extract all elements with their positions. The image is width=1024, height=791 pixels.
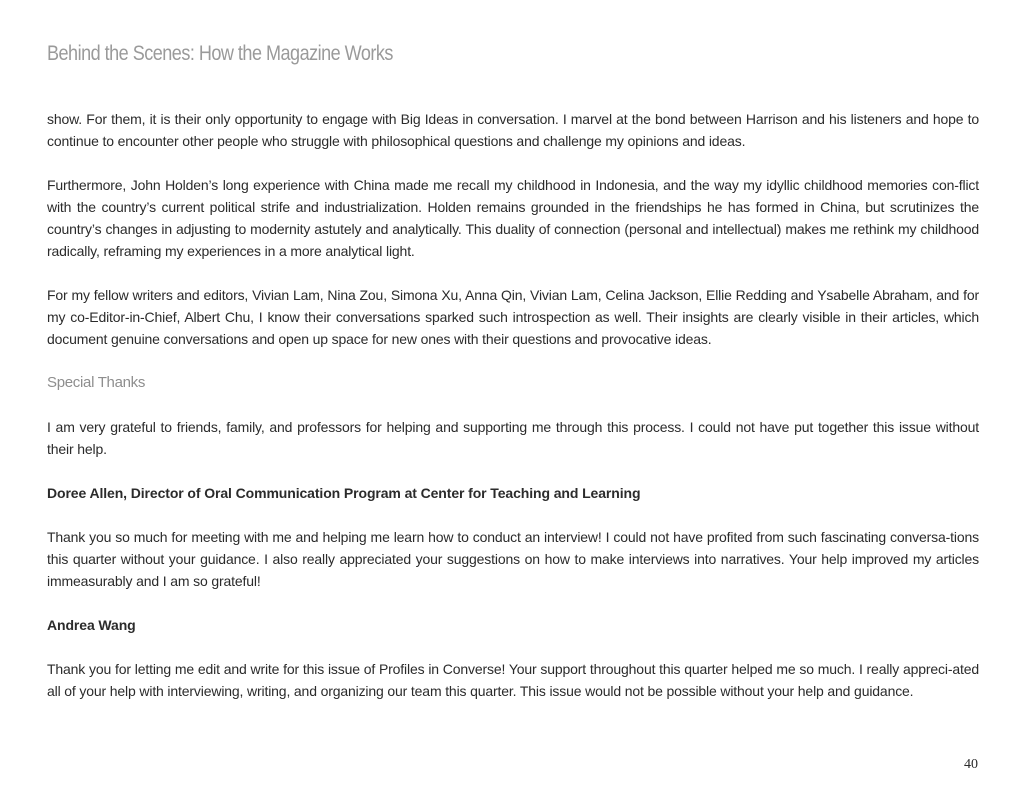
paragraph-spacer [47, 460, 979, 482]
paragraph-gratitude: I am very grateful to friends, family, and professors for helping and supporting me through this process. I could not have put together this issue without their help. [47, 419, 979, 457]
paragraph-spacer [47, 504, 979, 526]
paragraph-spacer [47, 262, 979, 284]
thanks-text-doree-allen: Thank you so much for meeting with me and helping me learn how to conduct an interview! I could not have profited from such fascinating conversa-tions this quarter without your guidance. I also really appreciated your suggestions on how to make interviews into narratives. Your help improved my articles immeasurably and I am so grateful! [47, 529, 979, 589]
thanks-name-doree-allen: Doree Allen, Director of Oral Communication Program at Center for Teaching and Learning [47, 485, 641, 501]
paragraph-listeners: show. For them, it is their only opportunity to engage with Big Ideas in conversation. I marvel at the bond between Harrison and his listeners and hope to continue to encounter other people who struggle with philosophical questions and challenge my opinions and ideas. [47, 111, 979, 149]
article-body [47, 108, 979, 702]
paragraph-holden-china: Furthermore, John Holden’s long experience with China made me recall my childhood in Indonesia, and the way my idyllic childhood memories con-flict with the country’s current political strife and industrialization. Holden remains grounded in the friendships he has formed in China, but scrutinizes the country’s changes in adjusting to modernity astutely and analytically. This duality of connection (personal and intellectual) makes me rethink my childhood radically, reframing my experiences in a more analytical light. [47, 177, 979, 259]
page-number: 40 [964, 757, 978, 772]
section-heading-special-thanks: Special Thanks [47, 374, 146, 391]
paragraph-spacer [47, 592, 979, 614]
paragraph-spacer [47, 350, 979, 372]
running-header-title: Behind the Scenes: How the Magazine Works [47, 42, 393, 65]
paragraph-spacer [47, 636, 979, 658]
paragraph-fellow-writers: For my fellow writers and editors, Vivian Lam, Nina Zou, Simona Xu, Anna Qin, Vivian Lam, Celina Jackson, Ellie Redding and Ysabelle Abraham, and for my co-Editor-in-Chief, Albert Chu, I know their conversations sparked such introspection as well. Their insights are clearly visible in their articles, which document genuine conversations and open up space for new ones with their questions and provocative ideas. [47, 287, 979, 347]
paragraph-spacer [47, 152, 979, 174]
thanks-name-andrea-wang: Andrea Wang [47, 617, 136, 633]
thanks-text-andrea-wang: Thank you for letting me edit and write for this issue of Profiles in Converse! Your support throughout this quarter helped me so much. I really appreci-ated all of your help with interviewing, writing, and organizing our team this quarter. This issue would not be possible without your help and guidance. [47, 661, 979, 699]
paragraph-spacer [47, 394, 979, 416]
